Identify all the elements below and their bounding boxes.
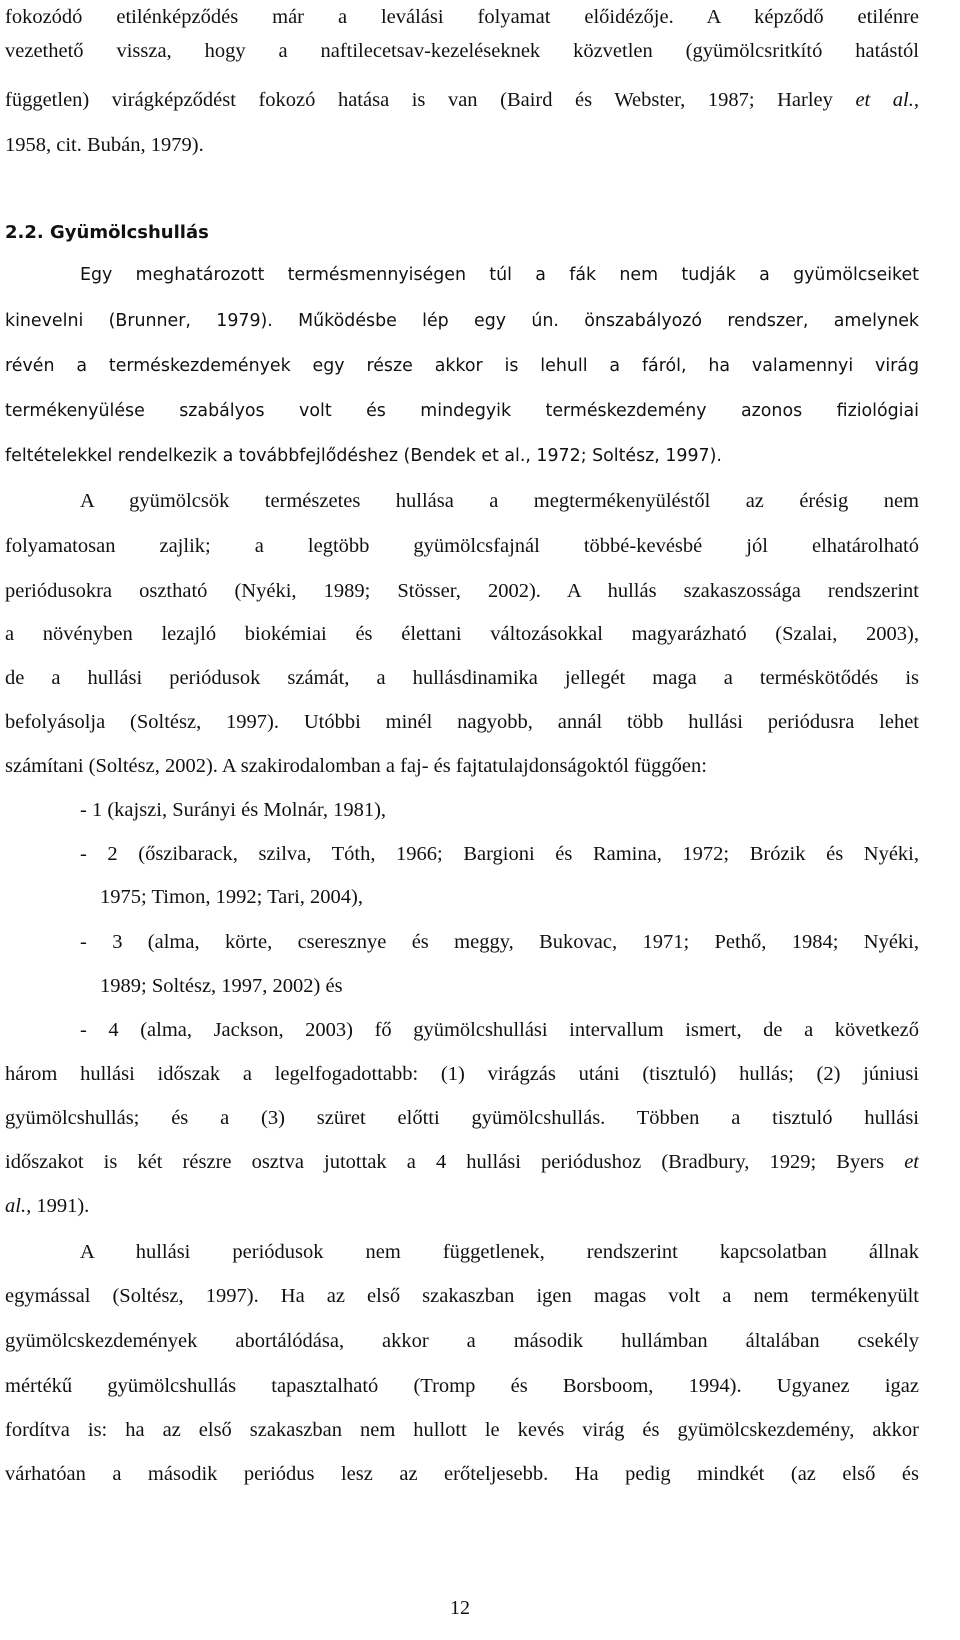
- text-line: egymással (Soltész, 1997). Ha az első szakaszban igen magas volt a nem termékenyült: [5, 1285, 919, 1307]
- text-line: gyümölcskezdemények abortálódása, akkor a második hullámban általában csekély: [5, 1330, 919, 1352]
- list-item-continuation: 1975; Timon, 1992; Tari, 2004),: [100, 886, 364, 908]
- text-span: időszakot is két részre osztva jutottak a 4 hullási periódushoz (Bradbury, 1929; Byers: [5, 1151, 905, 1173]
- section-heading: 2.2. Gyümölcshullás: [5, 222, 209, 243]
- list-item-continuation: 1989; Soltész, 1997, 2002) és: [100, 975, 343, 997]
- text-line: gyümölcshullás; és a (3) szüret előtti gyümölcshullás. Többen a tisztuló hullási: [5, 1107, 919, 1129]
- text-line: befolyásolja (Soltész, 1997). Utóbbi minél nagyobb, annál több hullási periódusra lehet: [5, 711, 919, 733]
- text-line: feltételekkel rendelkezik a továbbfejlődéshez (Bendek et al., 1972; Soltész, 1997).: [5, 446, 722, 466]
- text-line: [5, 85, 919, 115]
- text-line: Egy meghatározott termésmennyiségen túl a fák nem tudják a gyümölcseiket: [80, 265, 919, 285]
- list-item: - 2 (őszibarack, szilva, Tóth, 1966; Bargioni és Ramina, 1972; Brózik és Nyéki,: [80, 843, 919, 865]
- text-line: A gyümölcsök természetes hullása a megtermékenyüléstől az érésig nem: [80, 490, 919, 512]
- text-line: három hullási időszak a legelfogadottabb: (1) virágzás utáni (tisztuló) hullás; (2) júniusi: [5, 1063, 919, 1085]
- list-item: - 4 (alma, Jackson, 2003) fő gyümölcshullási intervallum ismert, de a következő: [80, 1019, 919, 1041]
- text-line: vezethető vissza, hogy a naftilecetsav-kezeléseknek közvetlen (gyümölcsritkító hatástól: [5, 40, 919, 62]
- list-item: - 1 (kajszi, Surányi és Molnár, 1981),: [80, 799, 387, 821]
- text-line: fordítva is: ha az első szakaszban nem hullott le kevés virág és gyümölcskezdemény, akkor: [5, 1419, 919, 1441]
- page-number: 12: [450, 1597, 470, 1619]
- text-line: révén a terméskezdemények egy része akkor is lehull a fáról, ha valamennyi virág: [5, 356, 919, 376]
- text-line: A hullási periódusok nem függetlenek, rendszerint kapcsolatban állnak: [80, 1241, 919, 1263]
- text-line: folyamatosan zajlik; a legtöbb gyümölcsfajnál többé-kevésbé jól elhatárolható: [5, 535, 919, 557]
- text-line: [5, 1191, 919, 1221]
- italic-citation: al.,: [5, 1195, 32, 1217]
- text-line: mértékű gyümölcshullás tapasztalható (Tromp és Borsboom, 1994). Ugyanez igaz: [5, 1375, 919, 1397]
- text-line: 1958, cit. Bubán, 1979).: [5, 134, 204, 156]
- text-line: várhatóan a második periódus lesz az erőteljesebb. Ha pedig mindkét (az első és: [5, 1463, 919, 1485]
- list-item: - 3 (alma, körte, cseresznye és meggy, Bukovac, 1971; Pethő, 1984; Nyéki,: [80, 931, 919, 953]
- text-span: független) virágképződést fokozó hatása is van (Baird és Webster, 1987; Harley: [5, 89, 856, 111]
- text-line: fokozódó etilénképződés már a leválási folyamat előidézője. A képződő etilénre: [5, 6, 919, 28]
- text-span: ,: [913, 89, 919, 111]
- italic-citation: et al.: [855, 89, 914, 111]
- text-line: de a hullási periódusok számát, a hullásdinamika jellegét maga a terméskötődés is: [5, 667, 919, 689]
- text-line: kinevelni (Brunner, 1979). Működésbe lép egy ún. önszabályozó rendszer, amelynek: [5, 311, 919, 331]
- text-line: a növényben lezajló biokémiai és élettani változásokkal magyarázható (Szalai, 2003),: [5, 623, 919, 645]
- text-line: [5, 1147, 919, 1177]
- text-line: termékenyülése szabályos volt és mindegyik terméskezdemény azonos fiziológiai: [5, 401, 919, 421]
- text-line: számítani (Soltész, 2002). A szakirodalomban a faj- és fajtatulajdonságoktól függően:: [5, 755, 707, 777]
- text-span: 1991).: [31, 1195, 90, 1217]
- italic-citation: et: [904, 1151, 919, 1173]
- text-line: periódusokra osztható (Nyéki, 1989; Stösser, 2002). A hullás szakaszossága rendszerint: [5, 580, 919, 602]
